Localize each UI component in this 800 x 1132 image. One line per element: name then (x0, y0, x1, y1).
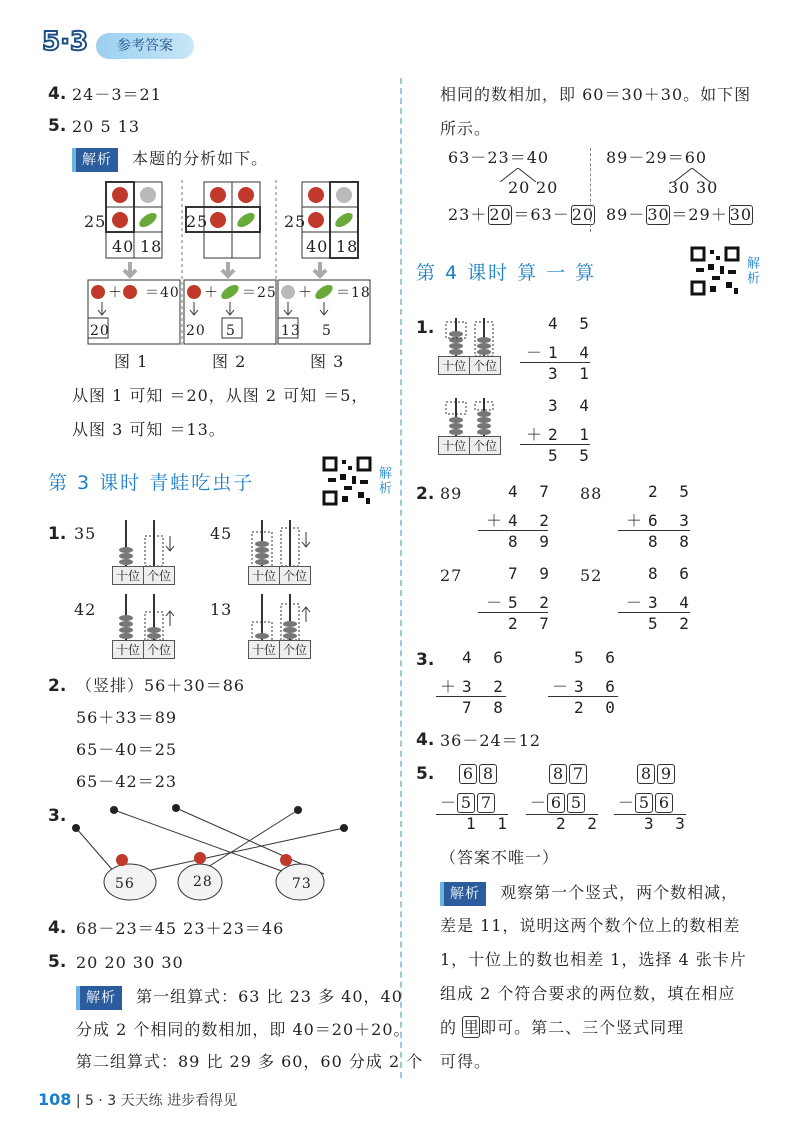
eqB-split-b: 30 (696, 178, 719, 197)
r5-note: （答案不唯一） (440, 848, 560, 867)
q4-number: 4. (48, 84, 67, 104)
r3a-mid: ＋3 2 (440, 677, 509, 696)
analysis-label: 解析 (440, 882, 486, 906)
q5-number: 5. (48, 116, 67, 136)
r2c-line (478, 612, 548, 613)
fig3-bottom-b: 18 (336, 237, 359, 256)
chicken-28: 28 (193, 874, 213, 890)
r2c-label: 27 (440, 566, 463, 585)
analysis-label: 解析 (76, 986, 122, 1010)
fig2-caption: 图 2 (212, 352, 247, 371)
eqA-split-a: 20 (508, 178, 531, 197)
r2c-res: 2 7 (508, 614, 555, 633)
fig2-answer-a: 20 (186, 323, 206, 339)
r2a-mid: ＋4 2 (486, 511, 555, 530)
conclusion-line-1: 从图 1 可知 ＝20，从图 2 可知 ＝5， (72, 386, 369, 405)
abacus-34-r (438, 398, 504, 438)
qr-label: 解析 (744, 256, 759, 286)
r2c-top: 7 9 (508, 564, 555, 583)
r2b-mid: ＋6 3 (626, 511, 695, 530)
r1b-mid: ＋2 1 (526, 425, 595, 444)
brand-logo (40, 22, 92, 62)
q4-answer: 24－3＝21 (72, 85, 162, 104)
l3q2-line-1: （竖排）56＋30＝86 (76, 676, 246, 695)
r3b-top: 5 6 (574, 648, 621, 667)
r5c-top: 8 9 (636, 764, 676, 784)
eqA-split-b: 20 (536, 178, 559, 197)
analysis-text: 本题的分析如下。 (132, 149, 269, 168)
r2b-res: 8 8 (648, 532, 695, 551)
r2-number: 2. (416, 484, 435, 504)
answer-badge: 参考答案 (96, 33, 194, 59)
blank-box-icon (462, 1016, 480, 1038)
abacus-42 (108, 592, 174, 640)
l3q2-line-4: 65－42＝23 (76, 772, 178, 791)
fig3-eq: ＝18 (336, 285, 371, 301)
r2b-line (618, 530, 690, 531)
eq-separator (590, 148, 591, 232)
r5c-res: 3 3 (644, 814, 691, 833)
fig1-row-label: 25 (84, 212, 107, 231)
eqB-bottom: 89－ 30 ＝29＋ 30 (606, 205, 753, 224)
svg-text:＋: ＋ (298, 285, 312, 301)
r5-analysis-6: 可得。 (440, 1052, 492, 1071)
fig3-answer-a: 13 (281, 323, 301, 339)
lesson4-title: 第 4 课时 算 一 算 (416, 262, 597, 284)
r3b-res: 2 0 (574, 698, 621, 717)
r5-analysis-4: 组成 2 个符合要求的两位数，填在相应 (440, 984, 736, 1003)
r1b-top: 3 4 (548, 396, 595, 415)
r4-number: 4. (416, 730, 435, 750)
q5-analysis (72, 148, 268, 172)
column-divider (400, 78, 402, 1078)
r3b-mid: －3 6 (552, 677, 621, 696)
l3q4-number: 4. (48, 918, 67, 938)
eqA-top: 63－23＝40 (448, 148, 550, 167)
l3q3-number: 3. (48, 806, 67, 826)
l3q5-analysis-2: 分成 2 个相同的数相加，即 40＝20＋20。 (76, 1020, 411, 1039)
r5-analysis-5: 的 里即可。第二、三个竖式同理 (440, 1018, 685, 1037)
r2b-top: 2 5 (648, 482, 695, 501)
r1b-line (520, 444, 590, 445)
r2d-label: 52 (580, 566, 603, 585)
chicken-73: 73 (292, 876, 312, 892)
abacus-35 (108, 518, 174, 566)
l3q4-answer: 68－23＝45 23＋23＝46 (76, 919, 285, 938)
qr-label: 解析 (376, 466, 391, 496)
l3q1-number: 1. (48, 524, 67, 544)
fig1-caption: 图 1 (114, 352, 149, 371)
fruit-figures (80, 176, 380, 376)
l3q2-line-2: 56＋33＝89 (76, 708, 178, 727)
eqB-top: 89－29＝60 (606, 148, 708, 167)
fig1-bottom-b: 18 (140, 237, 163, 256)
l3q2-number: 2. (48, 676, 67, 696)
l3q1-c: 42 (74, 600, 97, 619)
r5-analysis-3: 1，十位上的数也相差 1，选择 4 张卡片 (440, 950, 747, 969)
r3a-top: 4 6 (462, 648, 509, 667)
abacus-label: 十位 个位 (248, 566, 311, 585)
r2a-line (478, 530, 548, 531)
fig2-answer-b: 5 (226, 323, 236, 339)
r1a-res: 3 1 (548, 364, 595, 383)
chicken-56: 56 (115, 876, 135, 892)
fig2-row-label: 25 (186, 212, 209, 231)
fig3-caption: 图 3 (310, 352, 345, 371)
q5-answer: 20 5 13 (72, 117, 141, 136)
eqB-split-a: 30 (668, 178, 691, 197)
analysis-label: 解析 (72, 148, 118, 172)
r3a-line (436, 696, 506, 697)
l3q2-line-3: 65－40＝25 (76, 740, 178, 759)
fig3-answer-b: 5 (322, 323, 332, 339)
r2a-res: 8 9 (508, 532, 555, 551)
l3q5-number: 5. (48, 952, 67, 972)
r5-analysis-1: 解析 观察第一个竖式，两个数相减， (440, 882, 738, 906)
r2d-res: 5 2 (648, 614, 695, 633)
right-continuation-1: 相同的数相加，即 60＝30＋30。如下图 (440, 85, 752, 104)
l3q5-answer: 20 20 30 30 (76, 953, 184, 972)
r1a-mid: －1 4 (526, 343, 595, 362)
r3b-line (548, 696, 618, 697)
l3q5-analysis-3: 第二组算式：89 比 29 多 60，60 分成 2 个 (76, 1052, 424, 1071)
r1a-line (520, 362, 590, 363)
r5b-top: 8 7 (548, 764, 588, 784)
qr-code-icon[interactable] (690, 246, 740, 296)
r1a-top: 4 5 (548, 314, 595, 333)
abacus-13 (244, 592, 314, 640)
r5b-res: 2 2 (556, 814, 603, 833)
page-footer (38, 1090, 237, 1110)
r3a-res: 7 8 (462, 698, 509, 717)
r2d-line (618, 612, 690, 613)
chicken-matching (60, 802, 380, 902)
fig3-row-label: 25 (284, 212, 307, 231)
r5b-mid: － 6 5 (530, 790, 586, 813)
abacus-45 (244, 518, 314, 566)
r3-number: 3. (416, 650, 435, 670)
fig3-bottom-a: 40 (306, 237, 329, 256)
svg-text:＋: ＋ (204, 285, 218, 301)
r5-analysis-2: 差是 11，说明这两个数个位上的数相差 (440, 916, 741, 935)
abacus-45-r (438, 318, 504, 358)
r2a-top: 4 7 (508, 482, 555, 501)
r2d-top: 8 6 (648, 564, 695, 583)
svg-text:5·3: 5·3 (42, 27, 89, 57)
l3q5-analysis-1: 解析 第一组算式：63 比 23 多 40，40 (76, 986, 403, 1010)
r5c-mid: － 5 6 (618, 790, 674, 813)
fig1-answer: 20 (90, 323, 110, 339)
r1-number: 1. (416, 318, 435, 338)
fig2-eq: ＝25 (242, 285, 277, 301)
r5a-top: 6 8 (458, 764, 498, 784)
l3q1-a: 35 (74, 524, 97, 543)
eqA-bottom: 23＋ 20 ＝63－ 20 (448, 205, 595, 224)
abacus-label: 十位 个位 (248, 640, 311, 659)
r5a-mid: － 5 7 (440, 790, 496, 813)
fig1-eq: ＝40 (145, 285, 180, 301)
r5a-res: 1 1 (466, 814, 513, 833)
r5-number: 5. (416, 764, 435, 784)
conclusion-line-2: 从图 3 可知 ＝13。 (72, 420, 226, 439)
r2a-label: 89 (440, 484, 463, 503)
abacus-label: 十位 个位 (112, 566, 175, 585)
abacus-label: 十位 个位 (438, 356, 501, 375)
l3q1-b: 45 (210, 524, 233, 543)
right-continuation-2: 所示。 (440, 119, 492, 138)
r2d-mid: －3 4 (626, 593, 695, 612)
footer-text: | 5 · 3 天天练 进步看得见 (75, 1093, 238, 1109)
abacus-label: 十位 个位 (112, 640, 175, 659)
r1b-res: 5 5 (548, 446, 595, 465)
page-number: 108 (38, 1090, 72, 1109)
r2c-mid: －5 2 (486, 593, 555, 612)
lesson3-title: 第 3 课时 青蛙吃虫子 (48, 472, 255, 494)
qr-code-icon[interactable] (322, 456, 372, 506)
svg-text:＋: ＋ (108, 285, 122, 301)
r2b-label: 88 (580, 484, 603, 503)
l3q1-d: 13 (210, 600, 233, 619)
r4-answer: 36－24＝12 (440, 731, 542, 750)
fig1-bottom-a: 40 (112, 237, 135, 256)
abacus-label: 十位 个位 (438, 436, 501, 455)
